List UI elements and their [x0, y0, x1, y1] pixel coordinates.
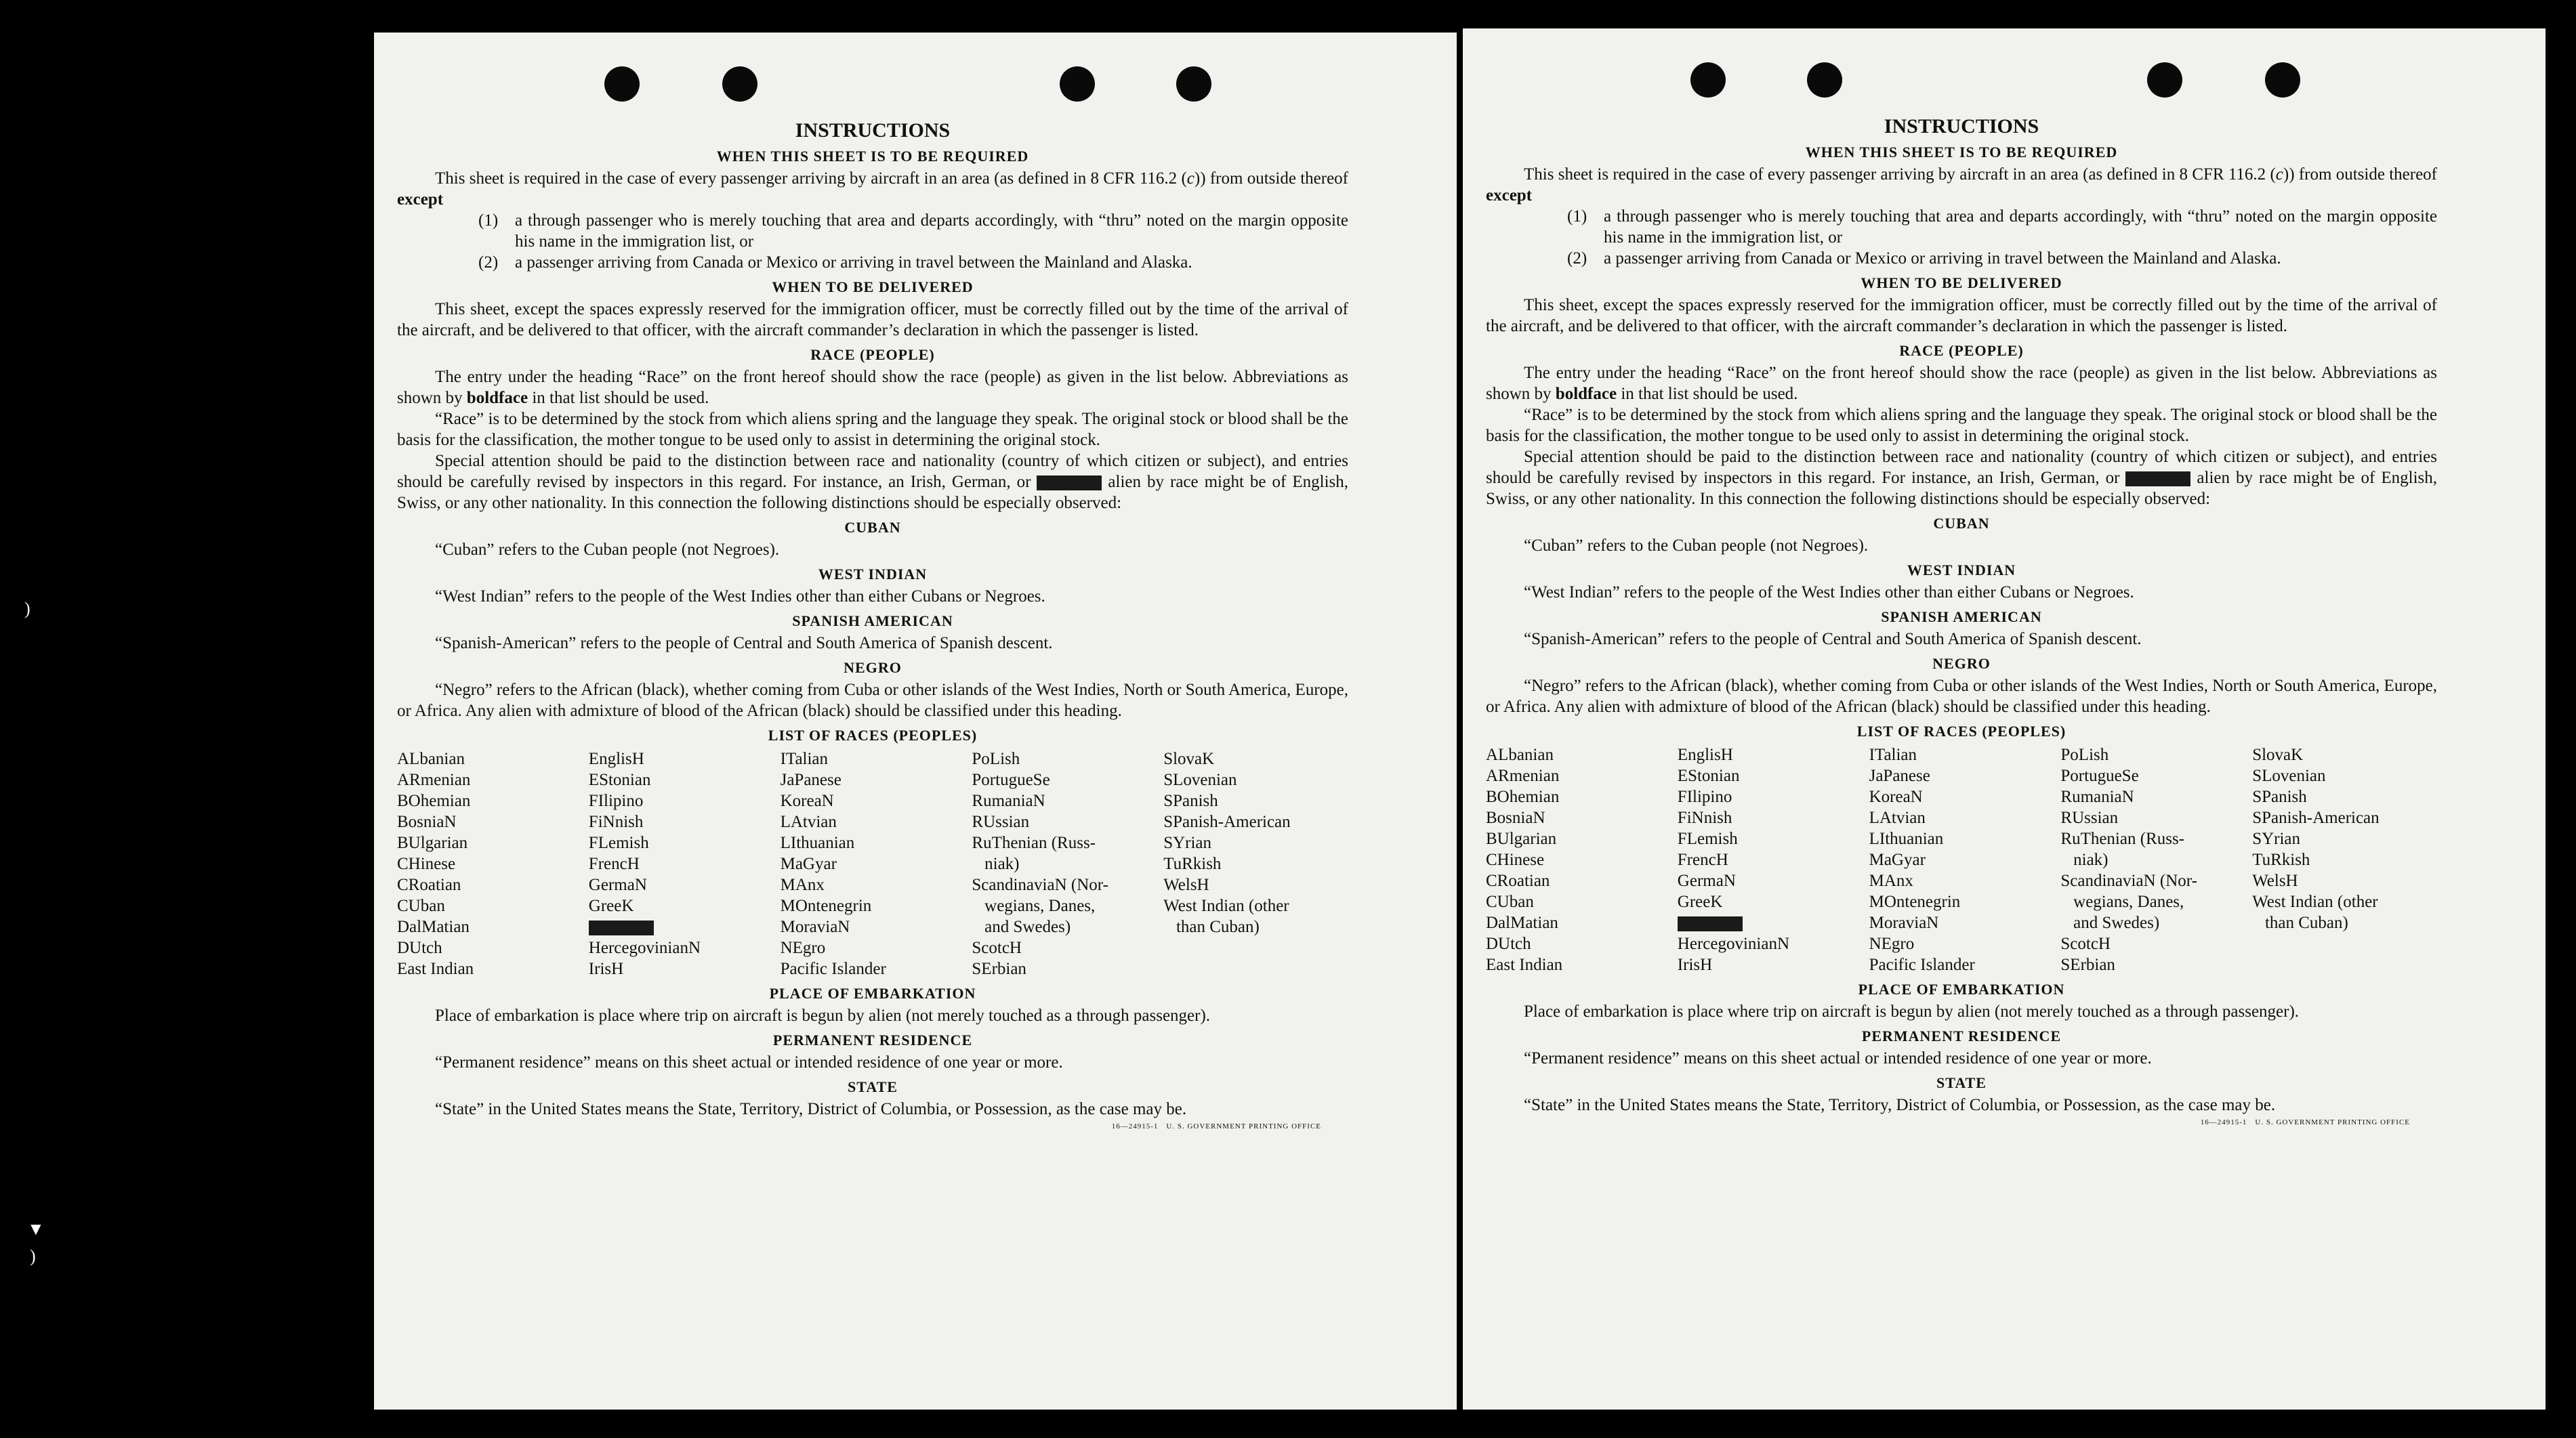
form-number: 16—24915-1 — [2200, 1118, 2247, 1126]
state-text: “State” in the United States means the State, Territory, District of Columbia, or Possession, as the case may be. — [1524, 1096, 2276, 1114]
race-entry: ScandinaviaN (Nor- wegians, Danes, and Swedes) — [972, 876, 1108, 936]
race-entry: ARmenian — [397, 771, 471, 789]
race-entry: MAnx — [1869, 872, 1913, 890]
races-column — [1678, 744, 1863, 975]
race-entry: SYrian — [2252, 830, 2301, 848]
races-list — [397, 748, 1348, 979]
race-entry: MAnx — [780, 876, 825, 894]
race-entry: BosniaN — [1486, 809, 1545, 827]
race-entry: EStonian — [1677, 767, 1740, 785]
document-page-left — [374, 33, 1457, 1410]
section-heading-west-indian: WEST INDIAN — [818, 566, 928, 583]
race-entry: CRoatian — [397, 876, 461, 894]
races-column — [1163, 748, 1348, 979]
race-entry: SPanish-American — [2252, 809, 2380, 827]
printer-credit: U. S. GOVERNMENT PRINTING OFFICE — [2255, 1118, 2410, 1126]
race-entry: EnglisH — [588, 750, 644, 768]
margin-mark: ) — [24, 599, 30, 618]
print-line — [1486, 1116, 2410, 1128]
race-entry: BUlgarian — [1486, 830, 1557, 848]
race-entry: FrencH — [1677, 851, 1728, 869]
required-item-1: (1) a through passenger who is merely touching that area and departs accordingly, with “thru” noted on the margin opposite his name in the immigration list, or — [478, 211, 1348, 251]
race-entry: RuThenian (Russ- niak) — [2060, 830, 2185, 869]
spanish-american-text: “Spanish-American” refers to the people of Central and South America of Spanish descent. — [435, 634, 1053, 652]
race-entry: East Indian — [1486, 956, 1563, 974]
race-entry: LIthuanian — [1869, 830, 1944, 848]
punch-hole — [1690, 62, 1726, 98]
race-entry: BosniaN — [397, 813, 457, 831]
redaction-mark — [589, 916, 774, 937]
race-entry: MOntenegrin — [780, 897, 872, 915]
redaction-mark — [1678, 912, 1863, 933]
races-list — [1486, 744, 2437, 975]
races-column — [2252, 744, 2437, 975]
race-entry: RUssian — [972, 813, 1030, 831]
race-entry: ITalian — [1869, 746, 1917, 764]
required-item-2: (2) a passenger arriving from Canada or Mexico or arriving in travel between the Mainland and Alaska. — [478, 253, 1192, 272]
race-entry: FLemish — [1677, 830, 1738, 848]
race-entry: East Indian — [397, 960, 474, 978]
race-entry: West Indian (other than Cuban) — [2252, 893, 2378, 932]
race-entry: SPanish — [2252, 788, 2307, 806]
race-entry: FLemish — [588, 834, 649, 852]
race-entry: PortugueSe — [2060, 767, 2139, 785]
race-entry: SPanish — [1163, 792, 1218, 810]
race-entry: WelsH — [1163, 876, 1209, 894]
races-column — [1869, 744, 2054, 975]
race-entry: CHinese — [397, 855, 456, 873]
punch-hole — [2265, 62, 2300, 98]
punch-hole — [604, 66, 640, 102]
document-page-right — [1463, 28, 2546, 1410]
races-column — [2060, 744, 2245, 975]
race-entry: FiNnish — [1677, 809, 1732, 827]
section-heading-negro: NEGRO — [1932, 655, 1991, 672]
punch-hole — [1807, 62, 1842, 98]
race-paragraph-3: Special attention should be paid to the distinction between race and nationality (country of which citizen or subject), and entries should be carefully revised by inspectors in this regard. For instance, an Irish, German, or alien by race might be of English, Swiss, or any other nationality. In this connection the following distinctions should be especially observed: — [397, 452, 1348, 512]
residence-text: “Permanent residence” means on this sheet actual or intended residence of one year or more. — [435, 1053, 1063, 1072]
race-entry: FIlipino — [588, 792, 644, 810]
cuban-text: “Cuban” refers to the Cuban people (not Negroes). — [1524, 536, 1869, 555]
section-heading-cuban: CUBAN — [1933, 515, 1990, 532]
printer-credit: U. S. GOVERNMENT PRINTING OFFICE — [1166, 1122, 1321, 1130]
margin-mark: ) — [30, 1246, 36, 1266]
section-heading-state: STATE — [1936, 1074, 1987, 1091]
punch-hole — [722, 66, 757, 102]
section-heading-delivered: WHEN TO BE DELIVERED — [772, 278, 974, 295]
race-entry: TuRkish — [2252, 851, 2310, 869]
race-entry: TuRkish — [1163, 855, 1222, 873]
west-indian-text: “West Indian” refers to the people of the West Indies other than either Cubans or Negroes. — [1524, 583, 2134, 601]
race-entry: Pacific Islander — [1869, 956, 1975, 974]
race-entry: GermaN — [588, 876, 647, 894]
race-entry: BOhemian — [1486, 788, 1560, 806]
section-heading-required: WHEN THIS SHEET IS TO BE REQUIRED — [716, 148, 1029, 165]
required-intro: This sheet is required in the case of every passenger arriving by aircraft in an area (as defined in 8 CFR 116.2 (c)) from outside thereof except — [397, 169, 1348, 209]
race-entry: NEgro — [780, 939, 826, 957]
print-line — [397, 1120, 1321, 1132]
delivered-text: This sheet, except the spaces expressly reserved for the immigration officer, must be correctly filled out by the time of the arrival of the aircraft, and be delivered to that officer, with the aircraft commander’s declaration in which the passenger is listed. — [397, 300, 1348, 339]
race-entry: DUtch — [397, 939, 442, 957]
redaction-mark — [1037, 475, 1102, 490]
race-entry: BUlgarian — [397, 834, 468, 852]
race-entry: SlovaK — [2252, 746, 2304, 764]
race-entry: DalMatian — [1486, 914, 1558, 932]
race-entry: SlovaK — [1163, 750, 1215, 768]
races-column — [972, 748, 1157, 979]
race-entry: RumaniaN — [2060, 788, 2134, 806]
race-entry: GreeK — [1677, 893, 1723, 911]
race-paragraph-1: The entry under the heading “Race” on the front hereof should show the race (people) as given in the list below. Abbreviations as shown by boldface in that list should be used. — [397, 368, 1348, 407]
race-paragraph-2: “Race” is to be determined by the stock from which aliens spring and the language they speak. The original stock or blood shall be the basis for the classification, the mother tongue to be used only to assist in determining the original stock. — [397, 410, 1348, 449]
section-heading-state: STATE — [848, 1078, 898, 1095]
race-entry: DUtch — [1486, 935, 1531, 953]
race-entry: MaGyar — [780, 855, 837, 873]
cuban-text: “Cuban” refers to the Cuban people (not Negroes). — [435, 541, 780, 559]
race-entry: CUban — [1486, 893, 1534, 911]
required-intro: This sheet is required in the case of every passenger arriving by aircraft in an area (as defined in 8 CFR 116.2 (c)) from outside thereof except — [1486, 165, 2437, 205]
race-entry: MoraviaN — [780, 918, 850, 936]
residence-text: “Permanent residence” means on this sheet actual or intended residence of one year or more. — [1524, 1049, 2152, 1067]
race-entry: EStonian — [588, 771, 651, 789]
race-entry: SLovenian — [2252, 767, 2326, 785]
state-text: “State” in the United States means the State, Territory, District of Columbia, or Possession, as the case may be. — [435, 1100, 1187, 1118]
race-entry: Pacific Islander — [780, 960, 886, 978]
race-entry: GreeK — [588, 897, 634, 915]
race-entry: CUban — [397, 897, 445, 915]
race-entry: FrencH — [588, 855, 640, 873]
race-entry: CRoatian — [1486, 872, 1550, 890]
race-entry: LIthuanian — [780, 834, 855, 852]
race-entry: BOhemian — [397, 792, 471, 810]
race-paragraph-1: The entry under the heading “Race” on the front hereof should show the race (people) as given in the list below. Abbreviations as shown by boldface in that list should be used. — [1486, 364, 2437, 403]
race-entry: ScandinaviaN (Nor- wegians, Danes, and Swedes) — [2060, 872, 2197, 932]
embarkation-text: Place of embarkation is place where trip on aircraft is begun by alien (not merely touched as a through passenger). — [435, 1007, 1211, 1025]
race-entry: RUssian — [2060, 809, 2119, 827]
race-entry: SPanish-American — [1163, 813, 1291, 831]
race-entry: ScotcH — [2060, 935, 2111, 953]
race-entry: PoLish — [972, 750, 1020, 768]
race-entry: HercegovinianN — [1677, 935, 1790, 953]
section-heading-west-indian: WEST INDIAN — [1907, 562, 2016, 578]
race-entry: RumaniaN — [972, 792, 1045, 810]
race-entry: SErbian — [972, 960, 1026, 978]
section-heading-races-list: LIST OF RACES (PEOPLES) — [768, 727, 978, 744]
required-item-1: (1) a through passenger who is merely touching that area and departs accordingly, with “thru” noted on the margin opposite his name in the immigration list, or — [1567, 207, 2437, 247]
race-entry: EnglisH — [1677, 746, 1733, 764]
races-column — [1486, 744, 1671, 975]
page-title: INSTRUCTIONS — [795, 119, 951, 142]
page-content — [1486, 115, 2437, 1128]
race-paragraph-3: Special attention should be paid to the distinction between race and nationality (country of which citizen or subject), and entries should be carefully revised by inspectors in this regard. For instance, an Irish, German, or alien by race might be of English, Swiss, or any other nationality. In this connection the following distinctions should be especially observed: — [1486, 448, 2437, 508]
section-heading-negro: NEGRO — [844, 659, 902, 676]
race-entry: ScotcH — [972, 939, 1022, 957]
race-entry: SErbian — [2060, 956, 2115, 974]
race-entry: West Indian (other than Cuban) — [1163, 897, 1289, 936]
form-number: 16—24915-1 — [1111, 1122, 1159, 1130]
west-indian-text: “West Indian” refers to the people of the West Indies other than either Cubans or Negroes. — [435, 587, 1045, 606]
negro-text: “Negro” refers to the African (black), whether coming from Cuba or other islands of the West Indies, North or South America, Europe, or Africa. Any alien with admixture of blood of the African (black) should be classified under this heading. — [397, 681, 1348, 720]
negro-text: “Negro” refers to the African (black), whether coming from Cuba or other islands of the West Indies, North or South America, Europe, or Africa. Any alien with admixture of blood of the African (black) should be classified under this heading. — [1486, 677, 2437, 716]
spanish-american-text: “Spanish-American” refers to the people of Central and South America of Spanish descent. — [1524, 630, 2142, 648]
races-column — [781, 748, 965, 979]
race-entry: JaPanese — [1869, 767, 1930, 785]
embarkation-text: Place of embarkation is place where trip on aircraft is begun by alien (not merely touched as a through passenger). — [1524, 1002, 2300, 1021]
race-entry: JaPanese — [780, 771, 842, 789]
race-entry: MoraviaN — [1869, 914, 1939, 932]
race-entry: ALbanian — [1486, 746, 1554, 764]
race-entry: CHinese — [1486, 851, 1545, 869]
race-entry: MOntenegrin — [1869, 893, 1961, 911]
race-entry: IrisH — [1677, 956, 1713, 974]
section-heading-embarkation: PLACE OF EMBARKATION — [769, 985, 976, 1002]
race-entry: SLovenian — [1163, 771, 1237, 789]
section-heading-required: WHEN THIS SHEET IS TO BE REQUIRED — [1805, 144, 2118, 161]
race-entry: DalMatian — [397, 918, 470, 936]
race-entry: LAtvian — [1869, 809, 1926, 827]
race-entry: LAtvian — [780, 813, 837, 831]
punch-hole — [2147, 62, 2182, 98]
race-entry: WelsH — [2252, 872, 2298, 890]
section-heading-cuban: CUBAN — [844, 519, 901, 536]
section-heading-embarkation: PLACE OF EMBARKATION — [1858, 981, 2065, 998]
race-entry: HercegovinianN — [588, 939, 701, 957]
section-heading-residence: PERMANENT RESIDENCE — [772, 1032, 973, 1049]
race-entry: KoreaN — [780, 792, 834, 810]
race-entry: PortugueSe — [972, 771, 1050, 789]
race-entry: GermaN — [1677, 872, 1736, 890]
section-heading-races-list: LIST OF RACES (PEOPLES) — [1856, 723, 2066, 740]
races-column — [589, 748, 774, 979]
race-entry: FiNnish — [588, 813, 644, 831]
redaction-mark — [2125, 471, 2190, 486]
page-content — [397, 119, 1348, 1132]
delivered-text: This sheet, except the spaces expressly reserved for the immigration officer, must be correctly filled out by the time of the arrival of the aircraft, and be delivered to that officer, with the aircraft commander’s declaration in which the passenger is listed. — [1486, 296, 2437, 335]
race-entry: MaGyar — [1869, 851, 1926, 869]
race-entry: RuThenian (Russ- niak) — [972, 834, 1096, 873]
race-entry: ARmenian — [1486, 767, 1560, 785]
race-entry: FIlipino — [1677, 788, 1732, 806]
required-item-2: (2) a passenger arriving from Canada or Mexico or arriving in travel between the Mainland and Alaska. — [1567, 249, 2281, 268]
race-entry: ITalian — [780, 750, 829, 768]
section-heading-race: RACE (PEOPLE) — [1899, 342, 2024, 359]
race-entry: ALbanian — [397, 750, 465, 768]
section-heading-spanish-american: SPANISH AMERICAN — [1881, 608, 2042, 625]
punch-hole — [1060, 66, 1095, 102]
race-entry: SYrian — [1163, 834, 1212, 852]
punch-hole — [1176, 66, 1211, 102]
race-paragraph-2: “Race” is to be determined by the stock from which aliens spring and the language they speak. The original stock or blood shall be the basis for the classification, the mother tongue to be used only to assist in determining the original stock. — [1486, 406, 2437, 445]
race-entry: PoLish — [2060, 746, 2109, 764]
race-entry: NEgro — [1869, 935, 1915, 953]
section-heading-spanish-american: SPANISH AMERICAN — [792, 612, 953, 629]
race-entry: KoreaN — [1869, 788, 1923, 806]
race-entry: IrisH — [588, 960, 624, 978]
margin-mark: ▼ — [27, 1219, 45, 1239]
races-column — [397, 748, 582, 979]
section-heading-residence: PERMANENT RESIDENCE — [1861, 1028, 2062, 1044]
section-heading-race: RACE (PEOPLE) — [810, 346, 935, 363]
page-title: INSTRUCTIONS — [1884, 115, 2039, 138]
section-heading-delivered: WHEN TO BE DELIVERED — [1861, 274, 2062, 291]
